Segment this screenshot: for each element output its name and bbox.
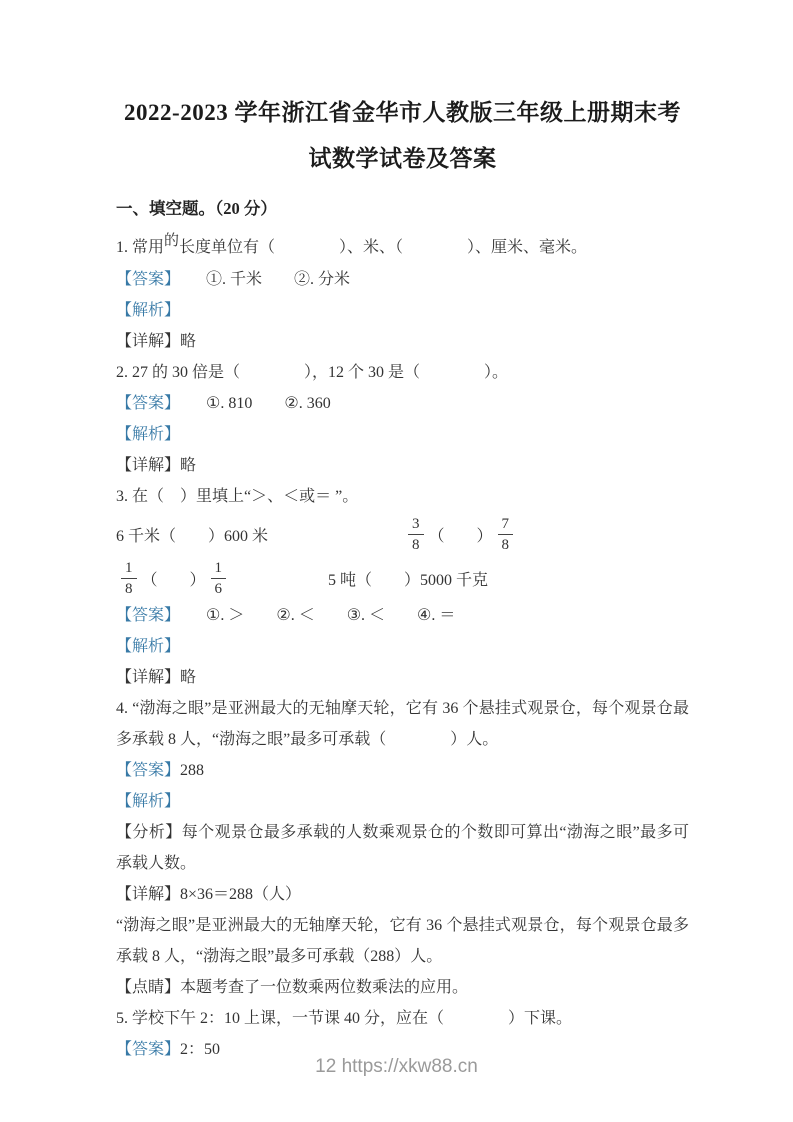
answer-value: ①. 810 ②. 360 [206,395,331,412]
question-5-text: 5. 学校下午 2：10 上课，一节课 40 分，应在（ ）下课。 [116,1010,573,1027]
answer-value: ①. 千米 ②. 分米 [206,271,351,288]
detail-value: 略 [180,333,197,350]
question-3-compare-row-2 [116,556,689,600]
exam-title: 2022-2023 学年浙江省金华市人教版三年级上册期末考试数学试卷及答案 [124,100,681,171]
detail-value: 略 [180,457,197,474]
answer-value: 288 [180,762,205,779]
fraction-denominator: 8 [408,534,424,554]
detail-label: 【详解】 [116,333,181,350]
breakdown-value: 每个观景仓最多承载的人数乘观景仓的个数即可算出“渤海之眼”最多可承载人数。 [116,824,689,872]
analysis-label: 【解析】 [116,426,181,443]
fraction-numerator: 3 [412,515,420,532]
question-4-analysis-line [116,786,689,817]
question-1-prefix: 1. 常用 [116,239,165,256]
detail-label: 【详解】 [116,886,181,903]
question-3-compare-row-1 [116,512,689,556]
question-4-answer-line [116,755,689,786]
answer-label: 【答案】 [116,395,181,412]
fraction-1-6 [211,559,227,598]
question-1-rest: 长度单位有（ ）、米、（ ）、厘米、毫米。 [179,239,588,256]
fraction-denominator: 6 [211,578,227,598]
breakdown-label: 【分析】 [116,824,182,841]
fraction-numerator: 7 [501,515,510,532]
question-2-answer-line [116,388,689,419]
question-1-answer-line [116,264,689,295]
fraction-numerator: 1 [125,559,133,576]
compare-item-tons: 5 吨（ ）5000 千克 [328,571,489,589]
compare-item-kilometers: 6 千米（ ）600 米 [116,527,269,545]
answer-label: 【答案】 [116,271,181,288]
blank-parentheses: （ ） [141,571,206,589]
question-3-text: 3. 在（ ）里填上“＞、＜或＝ ”。 [116,488,359,505]
note-value: 本题考查了一位数乘两位数乘法的应用。 [180,979,469,996]
note-label: 【点睛】 [116,979,181,996]
question-4-detail-line [116,879,689,910]
fraction-numerator: 1 [214,559,223,576]
question-2-detail-line [116,450,689,481]
question-1-superscript: 的 [164,233,180,249]
footer-page-number-and-url: 12 https://xkw88.cn [315,1056,478,1077]
answer-label: 【答案】 [116,1041,181,1058]
analysis-label: 【解析】 [116,793,181,810]
analysis-label: 【解析】 [116,638,181,655]
question-4-note-line [116,972,689,1003]
question-4-breakdown-line [116,817,689,879]
question-3-analysis-line [116,631,689,662]
fraction-7-8 [498,515,514,554]
detail-value: 略 [180,669,197,686]
answer-label: 【答案】 [116,762,181,779]
question-1-text [116,232,689,264]
question-4-text: 4. “渤海之眼”是亚洲最大的无轴摩天轮，它有 36 个悬挂式观景仓，每个观景仓最多承载 8 人，“渤海之眼”最多可承载（ ）人。 [116,700,689,748]
detail-label: 【详解】 [116,669,181,686]
question-3-answer-line [116,600,689,631]
fraction-1-8 [121,559,137,598]
section-heading-fill-in-blanks: 一、填空题。（20 分） [116,199,277,218]
question-1-detail-line [116,326,689,357]
question-4-restatement: “渤海之眼”是亚洲最大的无轴摩天轮，它有 36 个悬挂式观景仓，每个观景仓最多承载 8 人，“渤海之眼”最多可承载（288）人。 [116,917,689,965]
detail-label: 【详解】 [116,457,181,474]
fraction-denominator: 8 [498,534,514,554]
blank-parentheses: （ ） [428,527,493,545]
detail-value: 8×36＝288（人） [180,886,302,903]
fraction-3-8 [408,515,424,554]
answer-value: 2：50 [180,1041,221,1058]
question-2-text: 2. 27 的 30 倍是（ ），12 个 30 是（ ）。 [116,364,509,381]
question-1-analysis-line [116,295,689,326]
answer-label: 【答案】 [116,607,181,624]
question-2-analysis-line [116,419,689,450]
question-3-detail-line [116,662,689,693]
fraction-denominator: 8 [121,578,137,598]
analysis-label: 【解析】 [116,302,181,319]
page-footer [0,1056,793,1078]
answer-value: ①. ＞ ②. ＜ ③. ＜ ④. ＝ [206,607,456,624]
